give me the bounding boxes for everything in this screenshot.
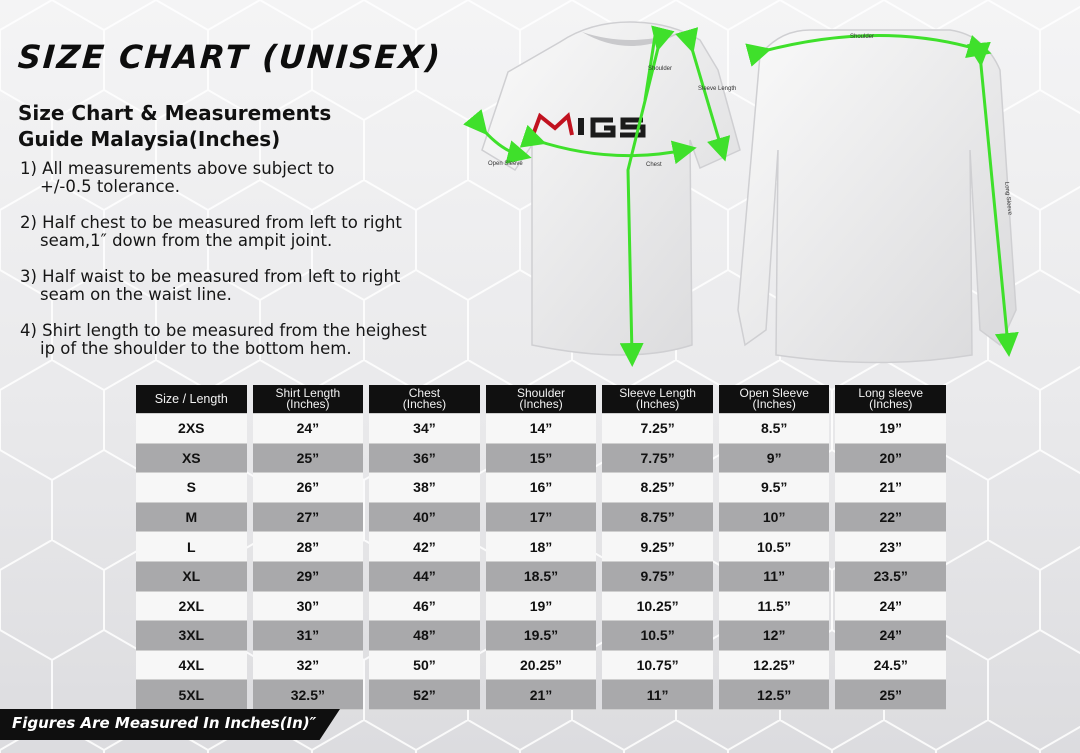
measurement-cell: 36” [369,444,480,474]
longsleeve-label-long-sleeve: Long Sleeve [1003,181,1013,216]
tshirt-label-shoulder: Shoulder [648,66,673,72]
measurement-cell: 20.25” [486,651,597,681]
table-body [136,414,946,710]
measurement-cell: 38” [369,473,480,503]
measurement-cell: 24” [835,621,946,651]
note-item [20,322,470,358]
size-table [136,385,946,710]
measurement-cell: 28” [253,532,364,562]
note-item [20,160,470,196]
measurement-cell: 32.5” [253,680,364,710]
size-cell: XL [136,562,247,592]
measurement-cell: 30” [253,592,364,622]
tshirt-label-open-sleeve: Open Sleeve [488,161,523,167]
measurement-cell: 25” [835,680,946,710]
measurement-cell: 19.5” [486,621,597,651]
footer-note: Figures Are Measured In Inches(In)″ [12,714,317,732]
measurement-cell: 15” [486,444,597,474]
table-row [136,473,946,503]
measurement-cell: 7.25” [602,414,713,444]
measurement-cell: 9.25” [602,532,713,562]
measurement-cell: 9.5” [719,473,830,503]
measurement-cell: 46” [369,592,480,622]
guide-subtitle [18,100,438,152]
header-cell-long-sleeve: Long sleeve (Inches) [835,385,946,414]
measurement-cell: 25” [253,444,364,474]
measurement-cell: 12.25” [719,651,830,681]
size-cell: 2XS [136,414,247,444]
measurement-cell: 8.25” [602,473,713,503]
measurement-cell: 21” [486,680,597,710]
measurement-cell: 10.75” [602,651,713,681]
header-cell-shoulder: Shoulder (Inches) [486,385,597,414]
size-cell: S [136,473,247,503]
measurement-cell: 8.5” [719,414,830,444]
table-row [136,503,946,533]
shirt-measurement-illustration [460,0,1080,380]
measurement-cell: 24.5” [835,651,946,681]
size-cell: M [136,503,247,533]
note-text: 1) All measurements above subject to [20,159,335,178]
note-item [20,214,470,250]
note-text: 2) Half chest to be measured from left to right [20,213,402,232]
page-title: SIZE CHART (UNISEX) [16,38,444,76]
measurement-cell: 42” [369,532,480,562]
measurement-cell: 20” [835,444,946,474]
table-row [136,621,946,651]
measurement-cell: 9” [719,444,830,474]
measurement-cell: 10.5” [719,532,830,562]
measurement-cell: 10.5” [602,621,713,651]
measurement-cell: 18” [486,532,597,562]
measurement-cell: 21” [835,473,946,503]
measurement-cell: 50” [369,651,480,681]
measurement-cell: 9.75” [602,562,713,592]
measurement-cell: 29” [253,562,364,592]
size-cell: 2XL [136,592,247,622]
tshirt-shape [482,22,740,355]
measurement-cell: 26” [253,473,364,503]
subtitle-line-2: Guide Malaysia(Inches) [18,127,281,151]
longsleeve-label-shoulder: Shoulder [850,34,875,40]
measurement-cell: 48” [369,621,480,651]
measurement-cell: 12” [719,621,830,651]
table-row [136,414,946,444]
note-item [20,268,470,304]
tshirt-label-chest: Chest [646,162,662,168]
measurement-cell: 14” [486,414,597,444]
measurement-cell: 11” [602,680,713,710]
table-row [136,532,946,562]
measurement-cell: 12.5” [719,680,830,710]
measurement-cell: 44” [369,562,480,592]
measurement-cell: 40” [369,503,480,533]
size-cell: 5XL [136,680,247,710]
measurement-cell: 52” [369,680,480,710]
measurement-cell: 24” [253,414,364,444]
measurement-cell: 10.25” [602,592,713,622]
table-row [136,592,946,622]
size-cell: 4XL [136,651,247,681]
measurement-cell: 16” [486,473,597,503]
table-row [136,651,946,681]
note-text-continued: seam,1″ down from the ampit joint. [40,231,333,250]
measurement-cell: 11.5” [719,592,830,622]
subtitle-line-1: Size Chart & Measurements [18,101,332,125]
measurement-cell: 34” [369,414,480,444]
measurement-cell: 10” [719,503,830,533]
table-header-row [136,385,946,414]
note-text: 3) Half waist to be measured from left to right [20,267,401,286]
size-cell: XS [136,444,247,474]
table-row [136,562,946,592]
measurement-cell: 7.75” [602,444,713,474]
measurement-cell: 24” [835,592,946,622]
header-cell-sleeve-length: Sleeve Length (Inches) [602,385,713,414]
measurement-notes [20,160,470,376]
longsleeve-shape [738,30,1016,363]
measurement-cell: 8.75” [602,503,713,533]
header-cell-shirt-length: Shirt Length (Inches) [253,385,364,414]
measurement-cell: 17” [486,503,597,533]
note-text: 4) Shirt length to be measured from the heighest [20,321,427,340]
header-cell-open-sleeve: Open Sleeve (Inches) [719,385,830,414]
table-row [136,444,946,474]
size-cell: L [136,532,247,562]
header-cell-chest: Chest (Inches) [369,385,480,414]
measurement-cell: 32” [253,651,364,681]
table-row [136,680,946,710]
measurement-cell: 19” [835,414,946,444]
header-cell-size-length: Size / Length [136,385,247,414]
tshirt-label-sleeve-length: Sleeve Length [698,86,737,92]
note-text-continued: ip of the shoulder to the bottom hem. [40,339,352,358]
measurement-cell: 27” [253,503,364,533]
measurement-cell: 31” [253,621,364,651]
measurement-cell: 19” [486,592,597,622]
size-cell: 3XL [136,621,247,651]
note-text-continued: seam on the waist line. [40,285,232,304]
measurement-cell: 23.5” [835,562,946,592]
measurement-cell: 22” [835,503,946,533]
note-text-continued: +/-0.5 tolerance. [40,177,180,196]
measurement-cell: 23” [835,532,946,562]
measurement-cell: 18.5” [486,562,597,592]
measurement-cell: 11” [719,562,830,592]
